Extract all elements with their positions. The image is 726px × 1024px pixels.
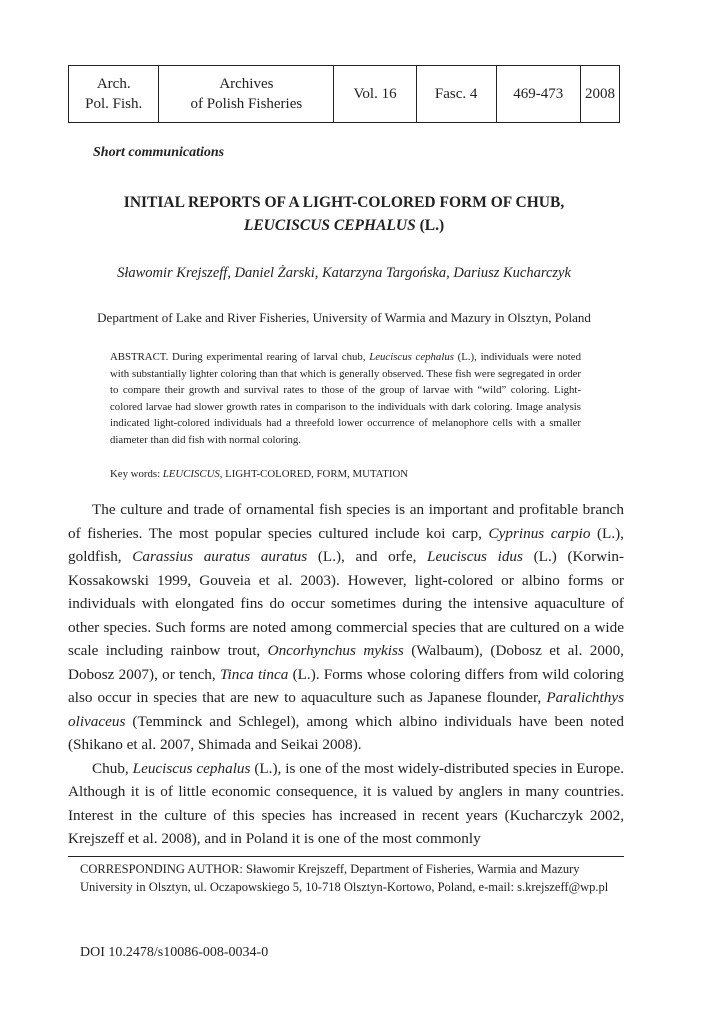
species-name: Tinca tinca [219, 665, 289, 683]
fascicle-cell: Fasc. 4 [416, 66, 496, 123]
title-author-tag: (L.) [415, 217, 445, 234]
species-name: Paralichthys olivaceus [68, 689, 624, 730]
keyword-first: LEUCISCUS [162, 468, 220, 480]
text-run: The culture and trade of ornamental fish species is an important and profitable branch of fisheries. The most popular species cultured include koi carp, [68, 501, 624, 542]
doi: DOI 10.2478/s10086-008-0034-0 [80, 945, 269, 960]
keywords-label: Key words: [110, 468, 163, 480]
journal-abbr-line2: Pol. Fish. [85, 96, 143, 112]
species-name: Carassius auratus auratus [132, 548, 308, 565]
year-cell: 2008 [581, 66, 620, 123]
affiliation: Department of Lake and River Fisheries, University of Warmia and Mazury in Olsztyn, Poland [97, 310, 591, 325]
keywords [110, 468, 408, 480]
species-name: Leuciscus cephalus [132, 759, 251, 777]
text-run: (L.). Forms whose coloring differs from wild coloring also occur in species that are new to aquaculture such as Japanese flounder, [68, 665, 625, 706]
footnote-divider [68, 856, 624, 857]
journal-name-line2: of Polish Fisheries [190, 96, 303, 112]
abstract-species: Leuciscus cephalus [369, 351, 454, 363]
journal-name-cell [159, 66, 334, 123]
journal-abbreviation-cell [69, 66, 159, 123]
species-name: Cyprinus carpio [488, 524, 591, 542]
section-label: Short communications [93, 145, 225, 160]
corresponding-author-note: CORRESPONDING AUTHOR: Sławomir Krejszeff, Department of Fisheries, Warmia and Mazury University in Olsztyn, ul. Oczapowskiego 5, 10-718 Olsztyn-Kortowo, Poland, e-mail: s.krejszeff@wp.pl [80, 862, 609, 894]
journal-abbr-line1: Arch. [96, 76, 131, 92]
text-run: (L.), and orfe, [307, 548, 428, 565]
pages-cell: 469-473 [496, 66, 580, 123]
journal-header-table [68, 65, 620, 123]
article-title [68, 191, 620, 237]
text-run: (Temminck and Schlegel), among which albino individuals have been noted (Shikano et al. 2007, Shimada and Seikai 2008). [68, 712, 624, 753]
journal-name-line1: Archives [219, 76, 274, 92]
species-name: Leuciscus idus [427, 548, 523, 565]
title-line1: INITIAL REPORTS OF A LIGHT-COLORED FORM OF CHUB, [123, 194, 565, 211]
text-run: (Walbaum), (Dobosz et al. 2000, Dobosz 2007), or tench, [68, 642, 624, 683]
species-name: Oncorhynchus mykiss [267, 642, 404, 659]
volume-cell: Vol. 16 [334, 66, 416, 123]
body-text [68, 498, 624, 851]
text-run: (L.) (Korwin-Kossakowski 1999, Gouveia et al. 2003). However, light-colored or albino forms or individuals with elongated fins do occur sometimes during the intensive aquaculture of other species. Such forms are noted among commercial species that are cultured on a wide scale including rainbow trout, [68, 548, 624, 659]
body-paragraph-1 [68, 498, 624, 757]
text-run: (L.), goldfish, [68, 524, 624, 565]
body-paragraph-2 [68, 757, 624, 851]
text-run: (L.), is one of the most widely-distributed species in Europe. Although it is of little economic consequence, it is valued by anglers in many countries. Interest in the culture of this species has increased in recent years (Kucharczyk 2002, Krejszeff et al. 2008), and in Poland it is one of the most commonly [68, 759, 624, 847]
text-run: Chub, [92, 759, 133, 777]
abstract [110, 349, 581, 448]
abstract-part1: ABSTRACT. During experimental rearing of larval chub, [110, 351, 370, 363]
abstract-part2: (L.), individuals were noted with substantially lighter coloring than that which is generally observed. These fish were segregated in order to compare their growth and survival rates to those of the group of larvae with “wild” coloring. Light-colored larvae had slower growth rates in comparison to the individuals with dark coloring. Image analysis indicated light-colored individuals had a threefold lower occurrence of melanophore cells with a smaller diameter than did fish with normal coloring. [110, 351, 581, 446]
title-species: LEUCISCUS CEPHALUS [243, 217, 416, 234]
keywords-rest: , LIGHT-COLORED, FORM, MUTATION [219, 468, 409, 480]
author-list: Sławomir Krejszeff, Daniel Żarski, Katarzyna Targońska, Dariusz Kucharczyk [117, 265, 571, 281]
